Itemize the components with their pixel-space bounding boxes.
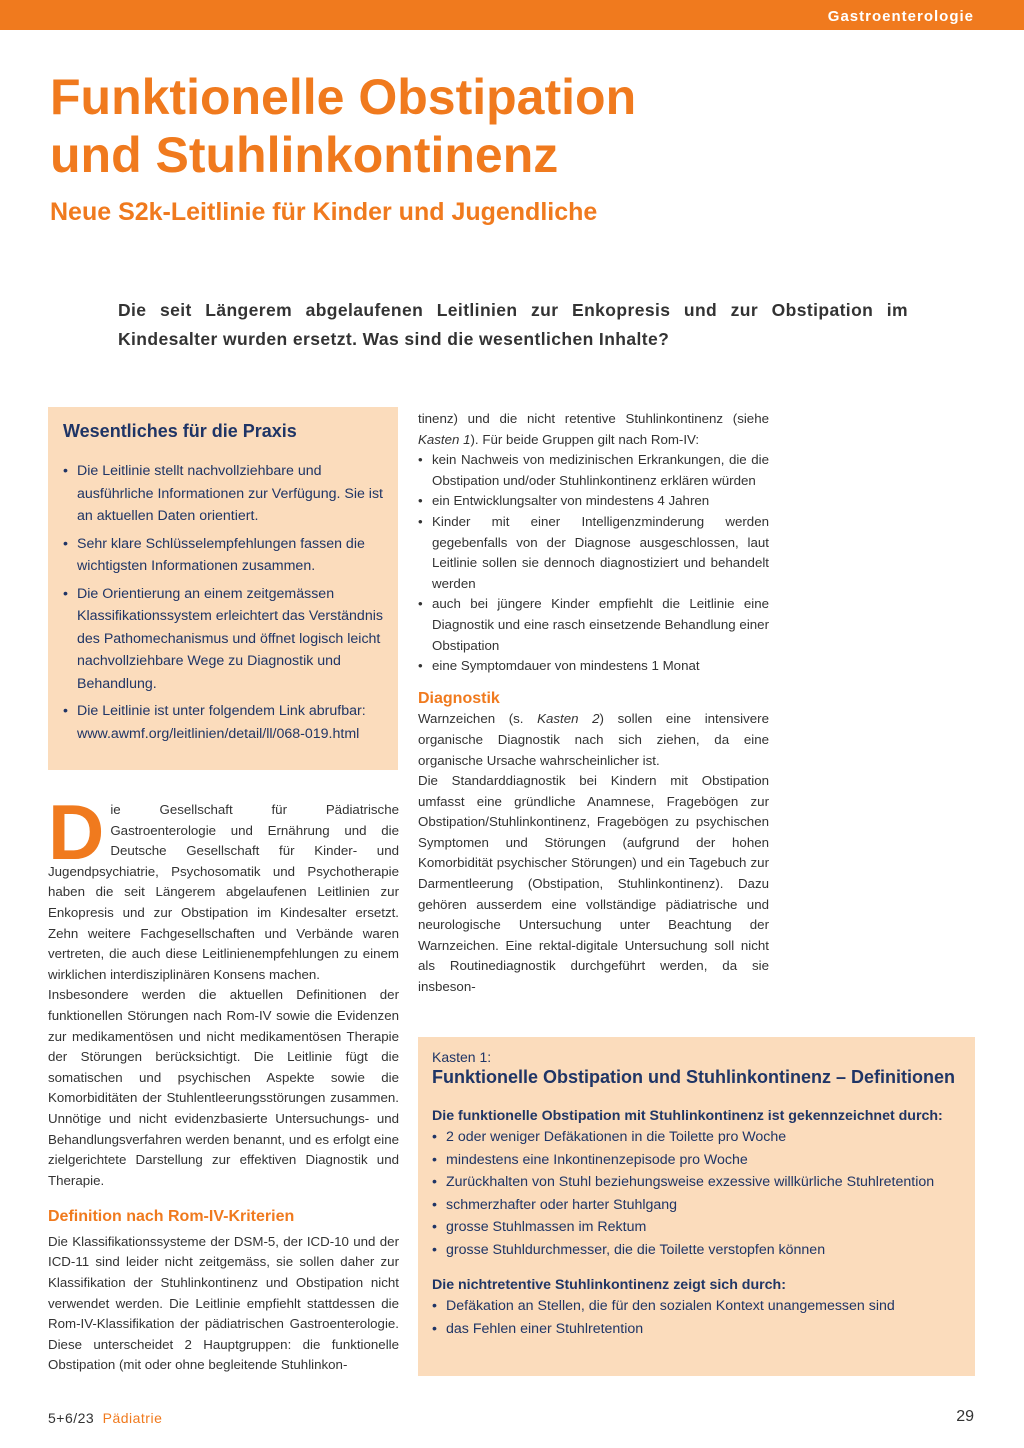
criteria-item: • kein Nachweis von medizinischen Erkrankungen, die die Obstipation und/oder Stuhlinkontinenz erklären würden: [418, 450, 769, 491]
footer-issue: [48, 1410, 162, 1426]
praxis-box-title: Wesentliches für die Praxis: [63, 421, 297, 441]
praxis-item: • Die Leitlinie stellt nachvollziehbare und ausführliche Informationen zur Verfügung. Sie ist an aktuellen Daten orientiert.: [63, 460, 383, 528]
diagnostik-paragraph-2: Die Standarddiagnostik bei Kindern mit Obstipation umfasst eine gründliche Anamnese, Fragebögen zur Obstipation/Stuhlinkontinenz, Fragebögen zu psychischen Symptomen und Störungen (aufgrund der hohen Komorbidität psychischer Störungen) und ein Tagebuch zur Darmentleerung (Obstipation, Stuhlinkontinenz). Dazu gehören ausserdem eine vollständige pädiatrische und neurologische Untersuchung unter Beachtung der Warnzeichen. Eine rektal-digitale Untersuchung soll nicht als Routinediagnostik durchgeführt werden, da sie insbeson-: [418, 773, 769, 995]
kasten-item: • 2 oder weniger Defäkationen in die Toilette pro Woche: [432, 1126, 961, 1149]
rom-iv-criteria-list: [418, 450, 769, 677]
praxis-list: [63, 460, 383, 745]
praxis-item: • Die Orientierung an einem zeitgemässen Klassifikationssystem erleichtert das Verständnis des Pathomechanismus und öffnet logisch leicht nachvollziehbare Wege zu Diagnostik und Behandlung.: [63, 583, 383, 696]
section-label: Gastroenterologie: [827, 8, 974, 25]
left-column: [48, 788, 399, 1376]
issue-number: 5+6/23: [48, 1410, 95, 1426]
kasten-item: • Defäkation an Stellen, die für den sozialen Kontext unangemessen sind: [432, 1295, 961, 1318]
section-heading-diagnostik: Diagnostik: [418, 689, 500, 707]
praxis-item: • Sehr klare Schlüsselempfehlungen fassen die wichtigsten Informationen zusammen.: [63, 533, 383, 578]
diag-text-pre: Warnzeichen (s.: [418, 711, 538, 727]
section-header-bar: [0, 0, 1024, 30]
body-paragraph: Insbesondere werden die aktuellen Definitionen der funktionellen Störungen nach Rom-IV sowie die Evidenzen zur medikamentösen und nicht medikamentösen Therapie der Störungen berücksichtigt. Die Leitlinie fügt die somatischen und psychischen Aspekte sowie die Komorbiditäten der Stuhlentleerungsstörungen zusammen. Unnötige und nicht evidenzbasierte Untersuchungs- und Behandlungsverfahren werden benannt, und es erfolgt eine zielgerichtete Darstellung zur effektiven Diagnostik und Therapie.: [48, 987, 399, 1188]
kasten-label: Kasten 1:: [432, 1049, 492, 1065]
kasten-1-reference: Kasten 1: [418, 431, 471, 447]
kasten-item: • Zurückhalten von Stuhl beziehungsweise exzessive willkürliche Stuhlretention: [432, 1171, 961, 1194]
kasten-subheading-1: Die funktionelle Obstipation mit Stuhlinkontinenz ist gekennzeichnet durch:: [432, 1108, 943, 1124]
title-line-2: und Stuhlinkontinenz: [50, 127, 559, 183]
kasten-item: • grosse Stuhlmassen im Rektum: [432, 1216, 961, 1239]
praxis-summary-box: [48, 407, 398, 770]
criteria-intro: [418, 409, 769, 450]
kasten-subheading-2: Die nichtretentive Stuhlinkontinenz zeigt sich durch:: [432, 1277, 786, 1293]
diagnostik-paragraph: [418, 709, 769, 771]
intro-paragraph: [48, 788, 399, 985]
body-paragraph: Die Klassifikationssysteme der DSM-5, der ICD-10 und der ICD-11 sind leider nicht zeitgemäss, sie sollen daher zur Klassifikation der Stuhlinkontinenz und Obstipation nicht verwendet werden. Die Leitlinie empfiehlt stattdessen die Rom-IV-Klassifikation der pädiatrischen Gastroenterologie. Diese unterscheidet 2 Hauptgruppen: die funktionelle Obstipation (mit oder ohne begleitende Stuhlinkon-: [48, 1233, 399, 1373]
title-line-1: Funktionelle Obstipation: [50, 69, 637, 125]
journal-name: Pädiatrie: [102, 1410, 163, 1426]
intro-text: ie Gesellschaft für Pädiatrische Gastroenterologie und Ernährung und die Deutsche Gesellschaft für Kinder- und Jugendpsychiatrie, Psychosomatik und Psychotherapie haben die seit Längerem abgelaufenen Leitlinien zur Enkopresis und zur Obstipation im Kindesalter ersetzt. Zehn weitere Fachgesellschaften und Verbände waren vertreten, die auch diese Leitlinienempfehlungen zu einem wirklichen interdisziplinären Konsens machen.: [48, 802, 399, 982]
criteria-item: • ein Entwicklungsalter von mindestens 4 Jahren: [418, 491, 769, 512]
criteria-item: • eine Symptomdauer von mindestens 1 Monat: [418, 656, 769, 677]
dropcap: D: [48, 788, 105, 876]
page-number: 29: [956, 1408, 974, 1425]
right-column: [418, 409, 769, 998]
intro-text-pre: tinenz) und die nicht retentive Stuhlinkontinenz (siehe: [418, 411, 769, 426]
kasten-2-reference: Kasten 2: [537, 711, 600, 727]
kasten-item: • das Fehlen einer Stuhlretention: [432, 1318, 961, 1341]
article-title: [50, 68, 950, 184]
kasten-list-1: [432, 1126, 961, 1261]
criteria-item: • auch bei jüngere Kinder empfiehlt die Leitlinie eine Diagnostik und eine rasch einsetzende Behandlung einer Obstipation: [418, 594, 769, 656]
kasten-item: • schmerzhafter oder harter Stuhlgang: [432, 1194, 961, 1217]
article-lead: Die seit Längerem abgelaufenen Leitlinien zur Enkopresis und zur Obstipation im Kindesalter wurden ersetzt. Was sind die wesentlichen Inhalte?: [118, 300, 908, 349]
kasten-item: • grosse Stuhldurchmesser, die die Toilette verstopfen können: [432, 1239, 961, 1262]
kasten-item: • mindestens eine Inkontinenzepisode pro Woche: [432, 1149, 961, 1172]
kasten-1-box: [418, 1037, 975, 1376]
intro-text-post: ). Für beide Gruppen gilt nach Rom-IV:: [470, 431, 700, 447]
article-subtitle: Neue S2k-Leitlinie für Kinder und Jugendliche: [50, 198, 598, 226]
diag-text-post: ) sollen eine intensivere organische Diagnostik nach sich ziehen, da eine organische Ursache wahrscheinlicher ist.: [418, 711, 769, 768]
section-heading-rom-iv: Definition nach Rom-IV-Kriterien: [48, 1208, 295, 1226]
praxis-item: • Die Leitlinie ist unter folgendem Link abrufbar: www.awmf.org/leitlinien/detail/ll/068-019.html: [63, 700, 383, 745]
kasten-list-2: [432, 1295, 961, 1340]
kasten-title: Funktionelle Obstipation und Stuhlinkontinenz – Definitionen: [432, 1067, 955, 1087]
criteria-item: • Kinder mit einer Intelligenzminderung werden gegebenfalls von der Diagnose ausgeschlossen, laut Leitlinie sollen sie dennoch diagnostiziert und behandelt werden: [418, 512, 769, 594]
